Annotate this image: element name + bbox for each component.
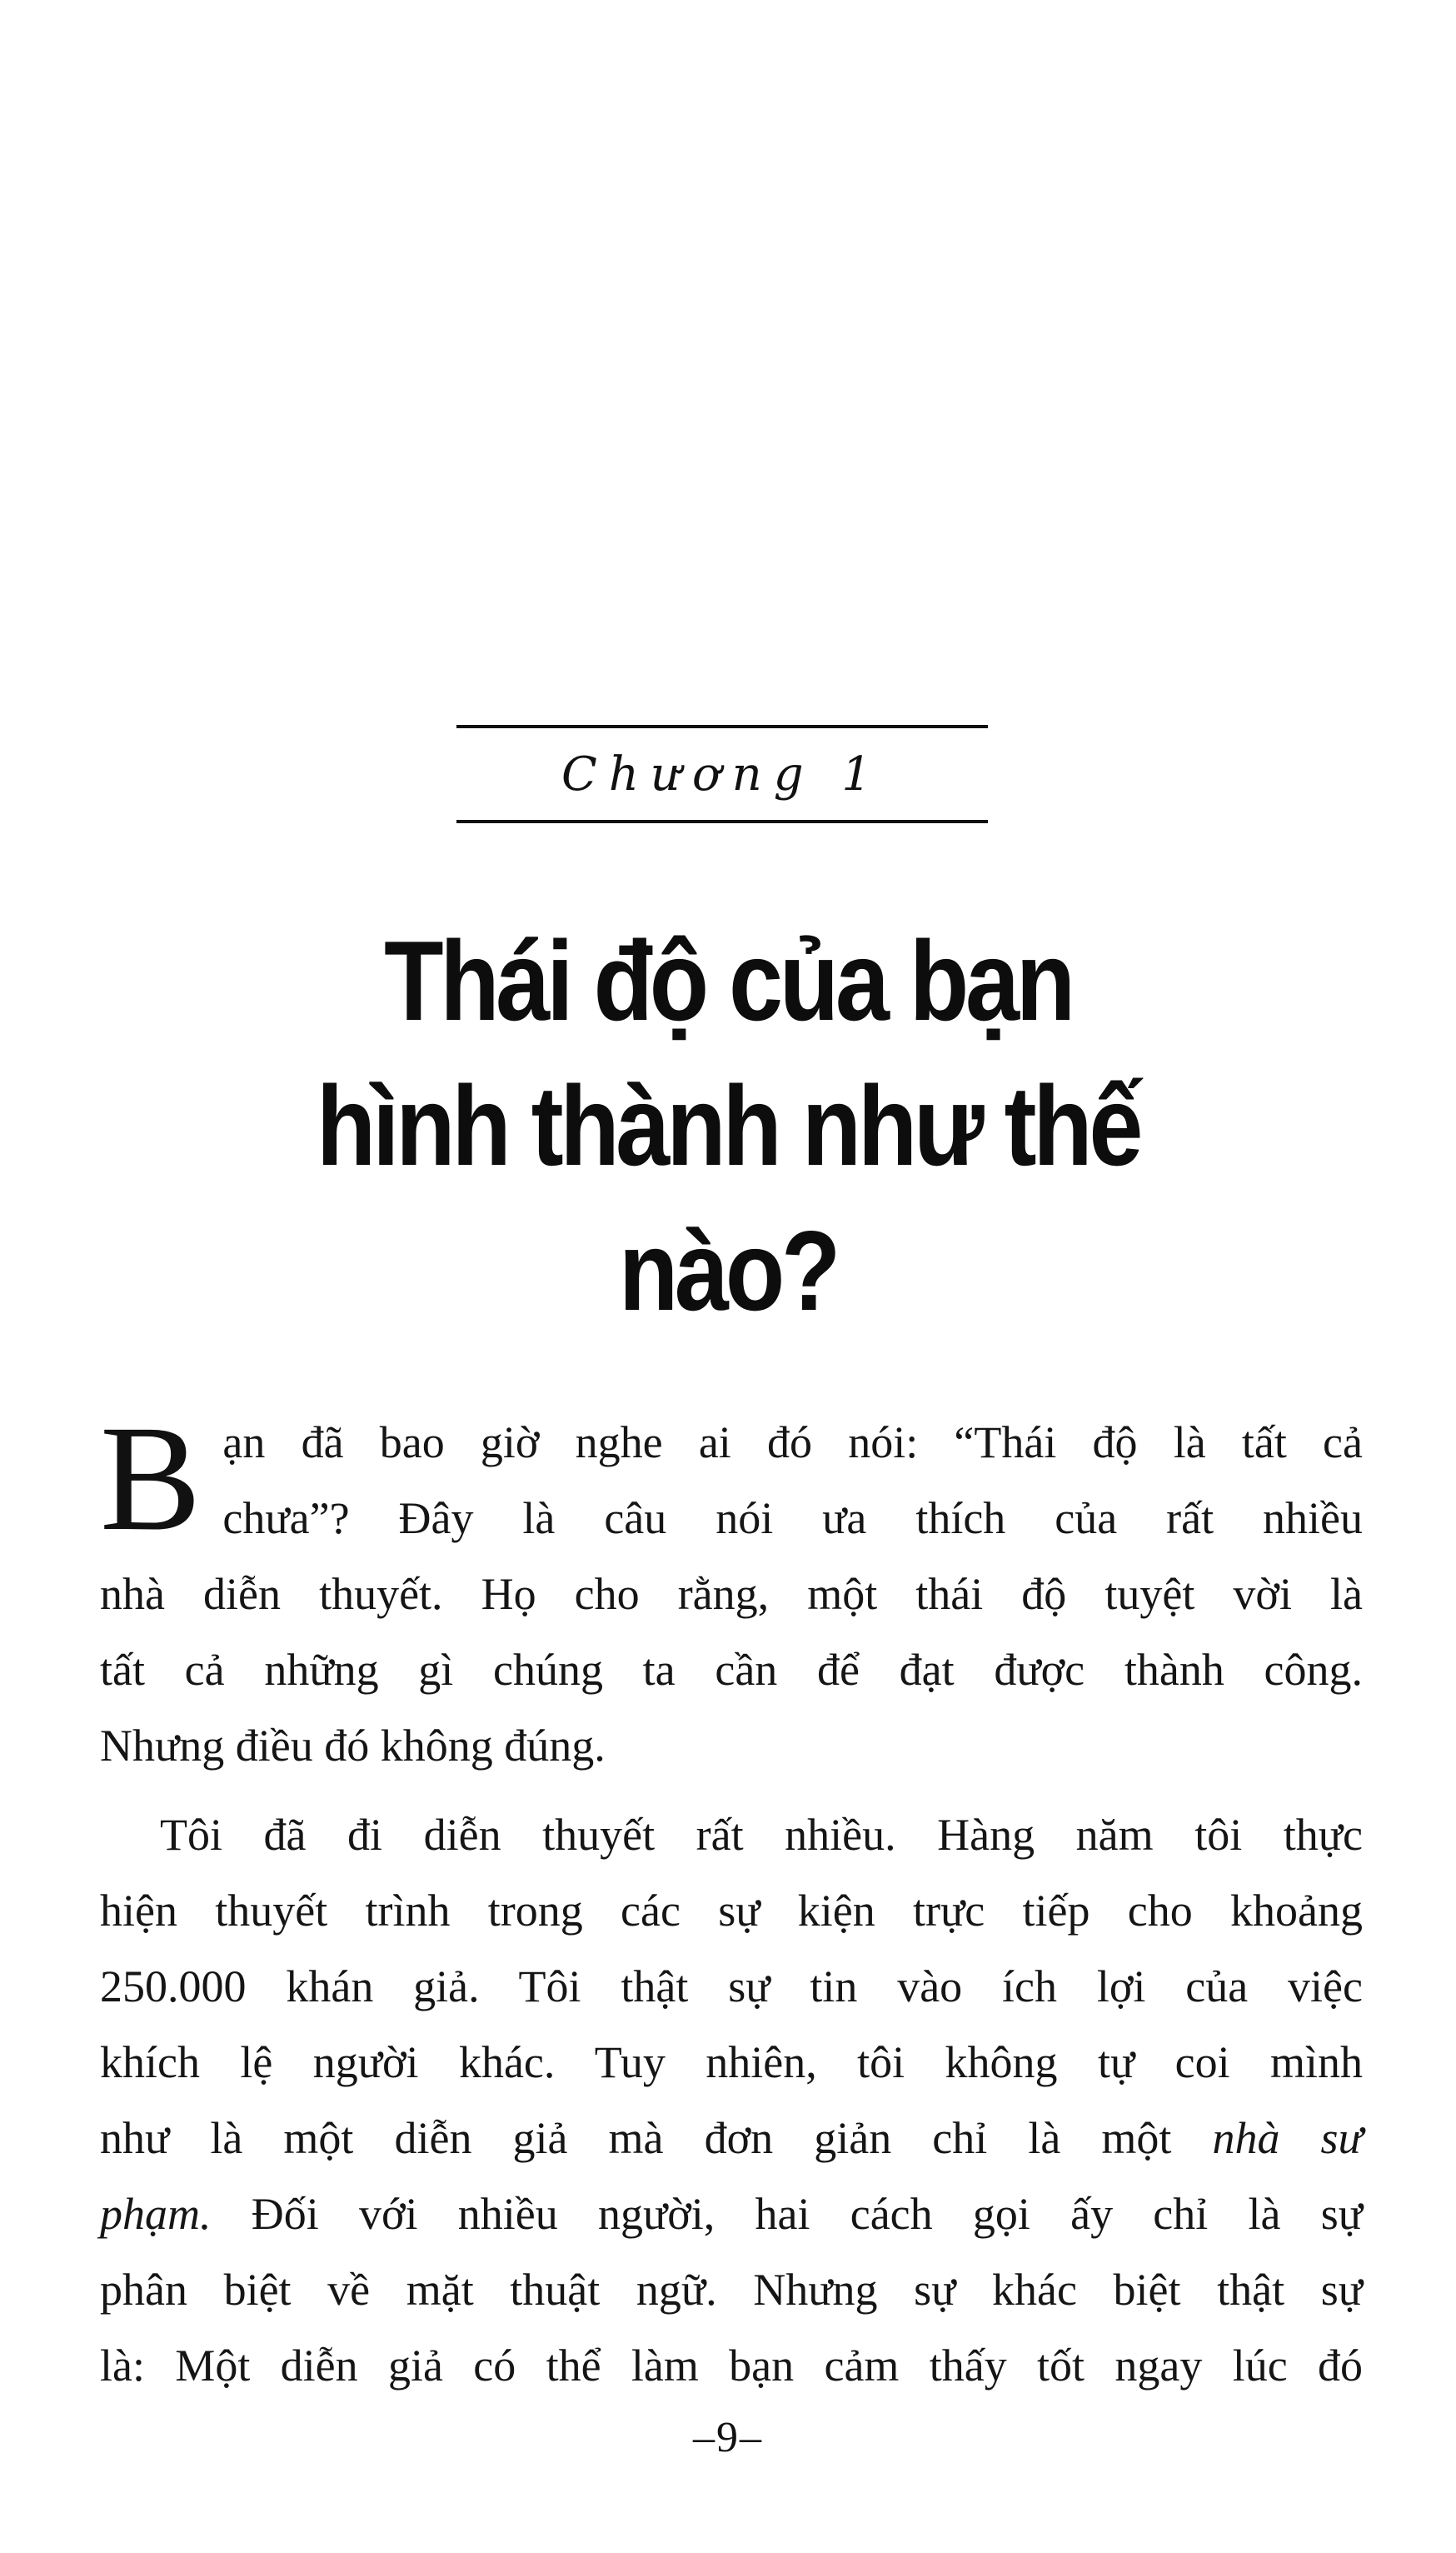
paragraph-2-line-1: Tôi đã đi diễn thuyết rất nhiều. Hàng năm tôi thực: [160, 1810, 1363, 1860]
paragraph-2-line-7: phân biệt về mặt thuật ngữ. Nhưng sự khác biệt thật sự: [100, 2265, 1363, 2315]
chapter-title: [202, 908, 1254, 1343]
bottom-rule: [456, 820, 988, 823]
paragraph-2-line-2: hiện thuyết trình trong các sự kiện trực tiếp cho khoảng: [100, 1886, 1363, 1936]
chapter-title-line-1: Thái độ của bạn: [384, 917, 1072, 1044]
paragraph-1-line-4: tất cả những gì chúng ta cần để đạt được thành công.: [100, 1645, 1363, 1695]
paragraph-2-line-5: [100, 2101, 1363, 2176]
chapter-heading-block: [456, 725, 988, 823]
chapter-label: Chương 1: [561, 747, 884, 802]
paragraph-1-line-5: Nhưng điều đó không đúng.: [100, 1721, 606, 1771]
paragraph-1: [100, 1395, 1363, 1784]
emphasis-nha-su: nhà sư: [1212, 2113, 1363, 2163]
drop-cap: B: [100, 1395, 202, 1562]
paragraph-2-line-8: là: Một diễn giả có thể làm bạn cảm thấy tốt ngay lúc đó: [100, 2341, 1363, 2391]
paragraph-2-line-6: [100, 2176, 1363, 2252]
paragraph-2-line-5-text: như là một diễn giả mà đơn giản chỉ là một: [100, 2113, 1172, 2163]
body-text: [100, 1395, 1363, 2404]
paragraph-1-line-3: nhà diễn thuyết. Họ cho rằng, một thái độ tuyệt vời là: [100, 1569, 1363, 1619]
paragraph-1-line-2: chưa”? Đây là câu nói ưa thích của rất nhiều: [222, 1493, 1363, 1543]
paragraph-2-line-6-text: Đối với nhiều người, hai cách gọi ấy chỉ là sự: [211, 2189, 1363, 2239]
paragraph-2-line-4: khích lệ người khác. Tuy nhiên, tôi không tự coi mình: [100, 2037, 1363, 2087]
emphasis-pham: phạm.: [100, 2189, 212, 2239]
paragraph-2-line-3: 250.000 khán giả. Tôi thật sự tin vào ích lợi của việc: [100, 1961, 1363, 2011]
paragraph-2: [100, 1797, 1363, 2404]
chapter-title-line-2: hình thành như thế nào?: [316, 1062, 1140, 1334]
page-number: –9–: [693, 2414, 763, 2461]
paragraph-1-line-1: ạn đã bao giờ nghe ai đó nói: “Thái độ là tất cả: [222, 1417, 1363, 1467]
